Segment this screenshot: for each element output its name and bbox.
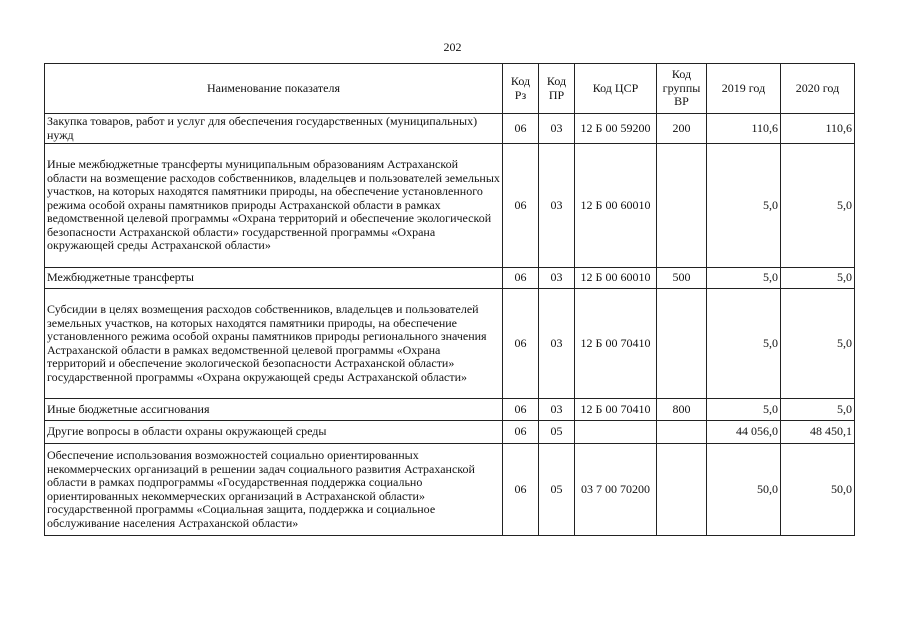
row-vr [657,421,707,444]
header-csr: Код ЦСР [575,64,657,114]
header-2019: 2019 год [707,64,781,114]
row-pr: 03 [539,114,575,144]
row-rz: 06 [503,421,539,444]
header-name: Наименование показателя [45,64,503,114]
row-rz: 06 [503,114,539,144]
header-rz: Код Рз [503,64,539,114]
row-2019: 110,6 [707,114,781,144]
row-name: Закупка товаров, работ и услуг для обеспечения государственных (муниципальных) нужд [45,114,503,144]
row-vr: 200 [657,114,707,144]
table-row [45,421,855,444]
page-number: 202 [443,40,462,54]
row-name: Иные бюджетные ассигнования [45,399,503,421]
budget-table [44,63,855,536]
row-name: Обеспечение использования возможностей социально ориентированных некоммерческих организаций в решении задач социального развития Астраханской области в рамках подпрограммы «Государственная поддержка социально ориентированных некоммерческих организаций в Астраханской области» государственной программы «Социальная защита, поддержка и социальное обслуживание населения Астраханской области» [45,444,503,536]
header-pr: Код ПР [539,64,575,114]
header-vr: Код группы ВР [657,64,707,114]
row-rz: 06 [503,444,539,536]
row-2020: 5,0 [781,399,855,421]
row-csr: 12 Б 00 60010 [575,144,657,268]
row-pr: 05 [539,444,575,536]
row-vr [657,144,707,268]
row-vr: 800 [657,399,707,421]
row-2020: 50,0 [781,444,855,536]
row-csr: 12 Б 00 59200 [575,114,657,144]
row-2020: 110,6 [781,114,855,144]
row-name: Иные межбюджетные трансферты муниципальным образованиям Астраханской области на возмещение расходов собственников, владельцев и пользователей земельных участков, на которых находятся памятники природы, на обеспечение установленного режима особой охраны памятников природы Астраханской области в рамках ведомственной целевой программы «Охрана территорий и обеспечение экологической безопасности Астраханской области» государственной программы «Охрана окружающей среды Астраханской области» [45,144,503,268]
row-2019: 5,0 [707,268,781,289]
row-csr: 12 Б 00 70410 [575,289,657,399]
row-csr: 12 Б 00 60010 [575,268,657,289]
row-pr: 03 [539,289,575,399]
row-csr: 12 Б 00 70410 [575,399,657,421]
row-name: Субсидии в целях возмещения расходов собственников, владельцев и пользователей земельных участков, на которых находятся памятники природы, на обеспечение установленного режима особой охраны памятников природы регионального значения Астраханской области в рамках ведомственной целевой программы «Охрана территорий и обеспечение экологической безопасности Астраханской области» государственной программы «Охрана окружающей среды Астраханской области» [45,289,503,399]
row-rz: 06 [503,289,539,399]
row-rz: 06 [503,268,539,289]
row-pr: 03 [539,144,575,268]
row-vr [657,289,707,399]
table-row [45,144,855,268]
row-pr: 05 [539,421,575,444]
table-row [45,114,855,144]
row-csr [575,421,657,444]
row-2019: 5,0 [707,144,781,268]
row-pr: 03 [539,399,575,421]
header-row [45,64,855,114]
row-pr: 03 [539,268,575,289]
row-2019: 44 056,0 [707,421,781,444]
header-2020: 2020 год [781,64,855,114]
row-2020: 5,0 [781,289,855,399]
table-row [45,399,855,421]
row-vr: 500 [657,268,707,289]
row-name: Межбюджетные трансферты [45,268,503,289]
row-rz: 06 [503,144,539,268]
table-row [45,444,855,536]
row-2020: 5,0 [781,144,855,268]
row-name: Другие вопросы в области охраны окружающей среды [45,421,503,444]
row-rz: 06 [503,399,539,421]
row-2019: 50,0 [707,444,781,536]
row-2019: 5,0 [707,399,781,421]
row-2020: 5,0 [781,268,855,289]
row-2020: 48 450,1 [781,421,855,444]
table-row [45,289,855,399]
table-row [45,268,855,289]
row-csr: 03 7 00 70200 [575,444,657,536]
row-vr [657,444,707,536]
row-2019: 5,0 [707,289,781,399]
